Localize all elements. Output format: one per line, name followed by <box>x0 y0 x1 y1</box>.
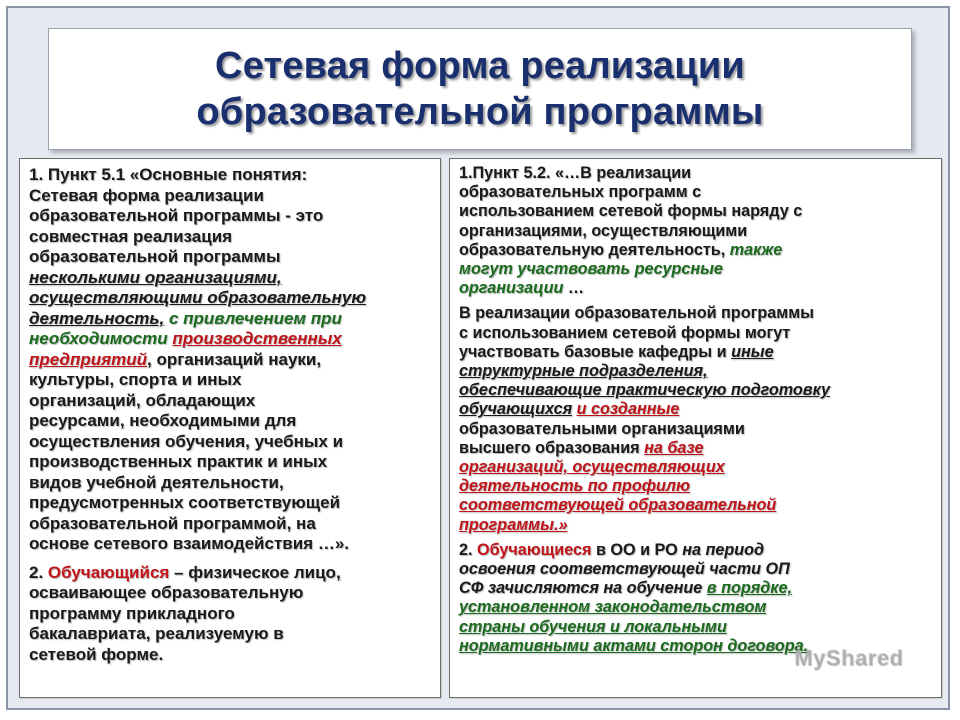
red-underlined-fragment: на базе <box>644 438 704 457</box>
text-fragment: 2. <box>459 540 477 559</box>
underlined-fragment: деятельность, <box>29 308 165 328</box>
text-line: образовательной программы <box>29 247 281 266</box>
right-paragraph-1 <box>459 164 933 298</box>
green-underlined-line: нормативными актами сторон договора. <box>459 636 809 655</box>
text-line: сетевой форме. <box>29 644 164 664</box>
right-paragraph-2 <box>459 304 933 534</box>
red-underlined-line: организаций, осуществляющих <box>459 458 725 477</box>
text-fragment: … <box>563 279 585 298</box>
text-line <box>459 343 933 362</box>
text-line: образовательной программой, на <box>29 513 316 533</box>
italic-fragment: СФ зачисляются на обучение <box>459 579 707 598</box>
text-line: совместная реализация <box>29 226 233 246</box>
green-fragment: необходимости <box>29 329 173 348</box>
text-line: с использованием сетевой формы могут <box>459 323 791 342</box>
red-underlined-line: соответствующей образовательной <box>459 496 777 515</box>
text-fragment: образовательную деятельность, <box>459 240 730 259</box>
text-line: осваивающее образовательную <box>29 583 304 602</box>
text-fragment: , организаций науки, <box>147 349 322 369</box>
text-line <box>29 350 432 371</box>
red-underlined-line: деятельность по профилю <box>459 477 690 496</box>
text-line <box>459 439 933 458</box>
underlined-line: структурные подразделения, <box>459 362 708 381</box>
text-line: 1. Пункт 5.1 «Основные понятия: <box>29 165 308 184</box>
underlined-line: несколькими организациями, <box>29 267 282 287</box>
left-paragraph-1 <box>29 165 432 555</box>
underlined-fragment: обучающихся <box>459 400 573 419</box>
italic-line: освоения соответствующей части ОП <box>459 560 790 579</box>
text-line: производственных практик и иных <box>29 452 328 471</box>
text-line <box>29 329 432 350</box>
text-line <box>459 279 933 298</box>
text-fragment: высшего образования <box>459 438 645 457</box>
text-fragment: – физическое лицо, <box>169 562 341 582</box>
text-line: программу прикладного <box>29 603 235 623</box>
underlined-fragment: иные <box>731 342 774 361</box>
title-box <box>48 28 912 150</box>
text-fragment: 2. <box>29 562 48 582</box>
text-line: 1.Пункт 5.2. «…В реализации <box>459 164 692 182</box>
text-line: образовательных программ с <box>459 183 702 202</box>
italic-fragment: на период <box>682 540 765 559</box>
right-column <box>449 158 942 698</box>
text-line: использованием сетевой формы наряду с <box>459 202 803 221</box>
text-line: культуры, спорта и иных <box>29 370 242 389</box>
red-underlined-fragment: производственных <box>172 329 342 348</box>
text-line: образовательными организациями <box>459 419 745 438</box>
text-line <box>29 206 432 227</box>
title-line-2: образовательной программы <box>196 91 764 133</box>
green-fragment: организации <box>459 279 564 298</box>
green-fragment: также <box>729 240 783 259</box>
red-fragment: Обучающиеся <box>477 540 592 559</box>
text-fragment: в ОО и РО <box>591 540 683 559</box>
text-fragment: участвовать базовые кафедры и <box>459 342 732 361</box>
right-paragraph-3 <box>459 541 933 656</box>
text-line <box>29 563 432 584</box>
left-column <box>19 158 441 698</box>
text-line: основе сетевого взаимодействия …». <box>29 534 350 553</box>
red-underlined-fragment: и созданные <box>576 400 680 419</box>
text-line <box>459 541 933 560</box>
green-underlined-fragment: в порядке, <box>706 579 792 598</box>
text-line: организациями, осуществляющими <box>459 221 748 240</box>
title-line-1: Сетевая форма реализации <box>215 45 745 87</box>
text-line: предусмотренных соответствующей <box>29 493 341 512</box>
green-line: могут участвовать ресурсные <box>459 260 723 279</box>
text-line <box>459 241 933 260</box>
left-paragraph-2 <box>29 563 432 666</box>
underlined-line: обеспечивающие практическую подготовку <box>459 381 830 400</box>
text-line: Сетевая форма реализации <box>29 185 264 205</box>
green-underlined-line: установленном законодательством <box>459 598 767 617</box>
text-line <box>459 579 933 598</box>
text-line: видов учебной деятельности, <box>29 472 284 492</box>
text-line: осуществления обучения, учебных и <box>29 431 344 451</box>
red-underlined-line: программы.» <box>459 515 568 534</box>
underlined-line: осуществляющими образовательную <box>29 288 367 307</box>
text-line <box>29 309 432 330</box>
text-line: В реализации образовательной программы <box>459 304 814 323</box>
text-line: бакалавриата, реализуемую в <box>29 624 284 643</box>
text-line <box>459 400 933 419</box>
text-line: организаций, обладающих <box>29 390 256 410</box>
green-fragment: с привлечением при <box>164 308 342 328</box>
text-fragment: образовательной программы <box>29 206 281 225</box>
text-fragment: - это <box>280 206 324 225</box>
text-line: ресурсами, необходимыми для <box>29 411 297 430</box>
red-underlined-fragment: предприятий <box>29 349 147 369</box>
green-underlined-line: страны обучения и локальными <box>459 617 727 636</box>
watermark-logo: MyShared <box>793 644 903 670</box>
red-fragment: Обучающийся <box>47 562 170 582</box>
